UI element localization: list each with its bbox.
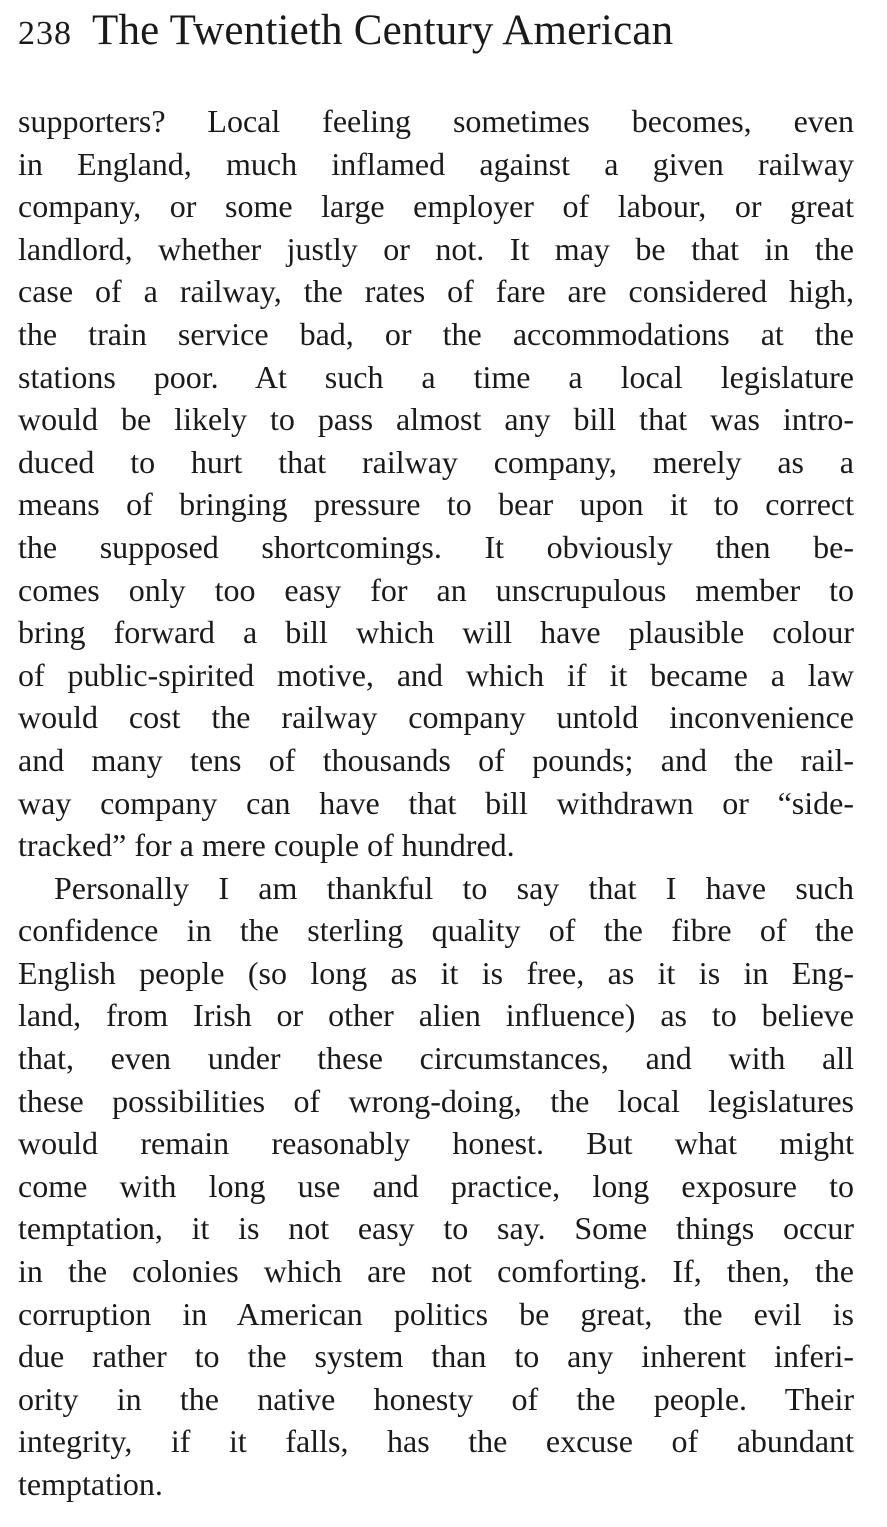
text-line: integrity, if it falls, has the excuse of abundant	[18, 1423, 854, 1460]
text-line: would remain reasonably honest. But what might	[18, 1125, 854, 1162]
text-line: due rather to the system than to any inherent inferi-	[18, 1338, 854, 1375]
text-line: would be likely to pass almost any bill that was intro-	[18, 401, 854, 438]
text-line: means of bringing pressure to bear upon it to correct	[18, 486, 854, 523]
text-line: stations poor. At such a time a local legislature	[18, 358, 854, 395]
text-line: comes only too easy for an unscrupulous member to	[18, 571, 854, 608]
text-line: temptation, it is not easy to say. Some things occur	[18, 1210, 854, 1247]
text-line: land, from Irish or other alien influence) as to believe	[18, 997, 854, 1034]
paragraph-1	[18, 100, 854, 867]
text-line: landlord, whether justly or not. It may be that in the	[18, 230, 854, 267]
text-line: the supposed shortcomings. It obviously then be-	[18, 528, 854, 565]
text-line: case of a railway, the rates of fare are considered high,	[18, 273, 854, 310]
text-line: duced to hurt that railway company, merely as a	[18, 443, 854, 480]
text-line: would cost the railway company untold inconvenience	[18, 699, 854, 736]
text-line: tracked” for a mere couple of hundred.	[18, 827, 515, 864]
text-line: confidence in the sterling quality of the fibre of the	[18, 912, 854, 949]
text-line: corruption in American politics be great, the evil is	[18, 1295, 854, 1332]
paragraph-2	[18, 867, 854, 1506]
text-line: in the colonies which are not comforting. If, then, the	[18, 1253, 854, 1290]
text-line: of public-spirited motive, and which if it became a law	[18, 656, 854, 693]
text-line: supporters? Local feeling sometimes becomes, even	[18, 103, 854, 139]
text-line: these possibilities of wrong-doing, the local legislatures	[18, 1082, 854, 1119]
body-text	[18, 100, 854, 1506]
page-number: 238	[18, 15, 72, 52]
page-header	[18, 6, 868, 66]
text-line: come with long use and practice, long exposure to	[18, 1167, 854, 1204]
text-line: English people (so long as it is free, as it is in Eng-	[18, 954, 854, 991]
text-line: way company can have that bill withdrawn or “side-	[18, 784, 854, 821]
text-line: Personally I am thankful to say that I have such	[54, 869, 854, 906]
text-line: the train service bad, or the accommodations at the	[18, 315, 854, 352]
text-line: that, even under these circumstances, and with all	[18, 1040, 854, 1077]
text-line: ority in the native honesty of the people. Their	[18, 1380, 854, 1417]
text-line: temptation.	[18, 1466, 163, 1502]
text-line: bring forward a bill which will have plausible colour	[18, 614, 854, 651]
text-line: and many tens of thousands of pounds; and the rail-	[18, 741, 854, 778]
text-line: company, or some large employer of labour, or great	[18, 188, 854, 225]
running-title: The Twentieth Century American	[92, 7, 674, 54]
text-line: in England, much inflamed against a given railway	[18, 145, 854, 182]
